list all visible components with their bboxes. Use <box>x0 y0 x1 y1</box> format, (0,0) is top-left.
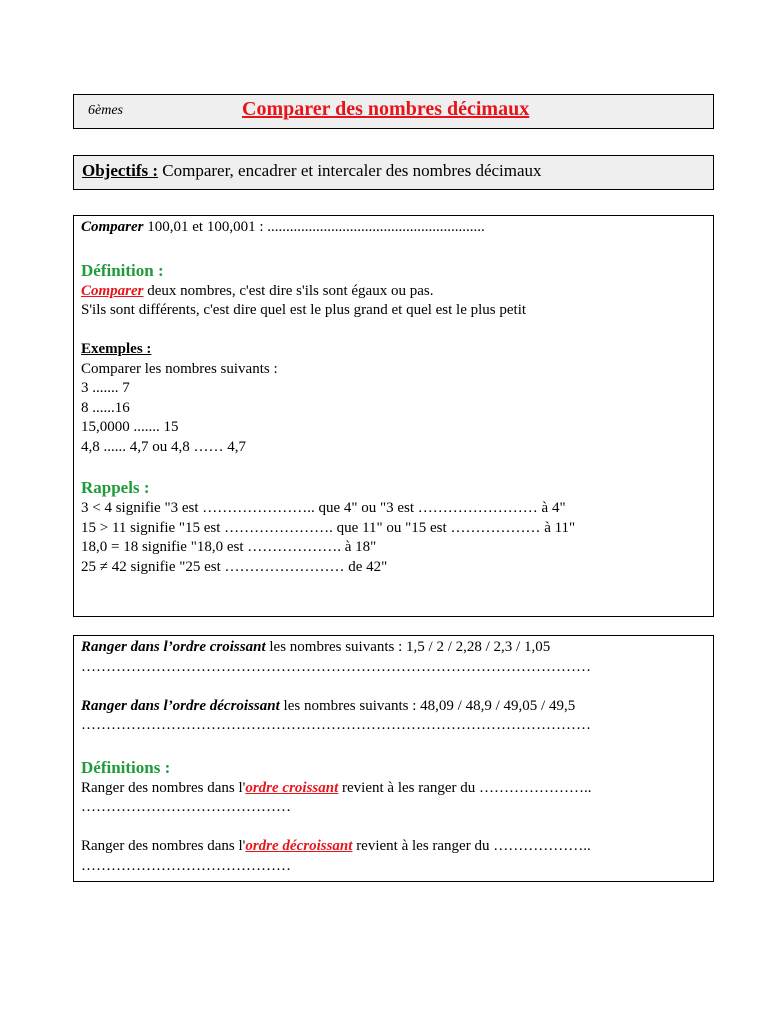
def2-suffix: revient à les ranger du ……………….. <box>352 838 591 854</box>
comparer-intro-bold: Comparer <box>81 219 144 235</box>
exemple-item: 15,0000 ....... 15 <box>81 419 179 435</box>
def2-dots: …………………………………… <box>81 857 291 874</box>
objectifs-line <box>82 161 542 181</box>
def1-suffix: revient à les ranger du ………………….. <box>338 779 592 796</box>
rappel-item: 25 ≠ 42 signifie "25 est …………………… de 42" <box>81 558 388 575</box>
objectifs-label: Objectifs : <box>82 161 159 180</box>
croissant-bold: Ranger dans l’ordre croissant <box>81 639 266 655</box>
definition-line-2: S'ils sont différents, c'est dire quel est le plus grand et quel est le plus petit <box>81 302 527 318</box>
definition-keyword: Comparer <box>81 282 144 299</box>
exemples-intro: Comparer les nombres suivants : <box>81 360 278 377</box>
definition-line-1-rest: deux nombres, c'est dire s'ils sont égaux ou pas. <box>143 282 434 299</box>
exemple-item: 8 ......16 <box>81 399 130 416</box>
rappels-heading: Rappels : <box>81 478 150 497</box>
decroissant-text: les nombres suivants : 48,09 / 48,9 / 49,05 / 49,5 <box>279 697 576 714</box>
croissant-line <box>81 638 707 658</box>
definition-decroissant-line <box>81 837 707 857</box>
objectifs-text: Comparer, encadrer et intercaler des nombres décimaux <box>158 161 542 180</box>
croissant-dots: ………………………………………………………………………………………… <box>81 658 591 675</box>
ranger-section <box>73 635 714 882</box>
decroissant-bold: Ranger dans l’ordre décroissant <box>81 697 280 714</box>
header-box <box>73 94 714 129</box>
def1-keyword: ordre croissant <box>245 779 339 796</box>
definition-heading: Définition : <box>81 260 164 280</box>
comparer-section <box>73 215 714 617</box>
decroissant-line <box>81 697 707 717</box>
definition-croissant-line <box>81 779 707 799</box>
def2-keyword: ordre décroissant <box>245 838 353 854</box>
definitions-heading: Définitions : <box>81 757 171 777</box>
def2-prefix: Ranger des nombres dans l' <box>81 838 246 854</box>
page-title: Comparer des nombres décimaux <box>242 98 530 120</box>
definition-line-1 <box>81 282 707 302</box>
exemple-item: 3 ....... 7 <box>81 380 130 396</box>
rappel-item: 18,0 = 18 signifie "18,0 est ………………. à 18" <box>81 539 377 555</box>
decroissant-dots: ………………………………………………………………………………………… <box>81 717 591 733</box>
rappel-item: 15 > 11 signifie "15 est …………………. que 11" ou "15 est ……………… à 11" <box>81 519 576 536</box>
rappel-item: 3 < 4 signifie "3 est ………………….. que 4" ou "3 est …………………… à 4" <box>81 500 566 516</box>
exemples-heading: Exemples : <box>81 341 152 357</box>
comparer-intro <box>81 218 707 238</box>
comparer-intro-text: 100,01 et 100,001 : .......................................................... <box>143 219 485 235</box>
def1-dots: …………………………………… <box>81 799 291 815</box>
exemple-item: 4,8 ...... 4,7 ou 4,8 …… 4,7 <box>81 438 246 455</box>
objectifs-box <box>73 155 714 190</box>
croissant-text: les nombres suivants : 1,5 / 2 / 2,28 / 2,3 / 1,05 <box>265 639 551 655</box>
def1-prefix: Ranger des nombres dans l' <box>81 779 246 796</box>
level-label: 6èmes <box>88 103 123 118</box>
